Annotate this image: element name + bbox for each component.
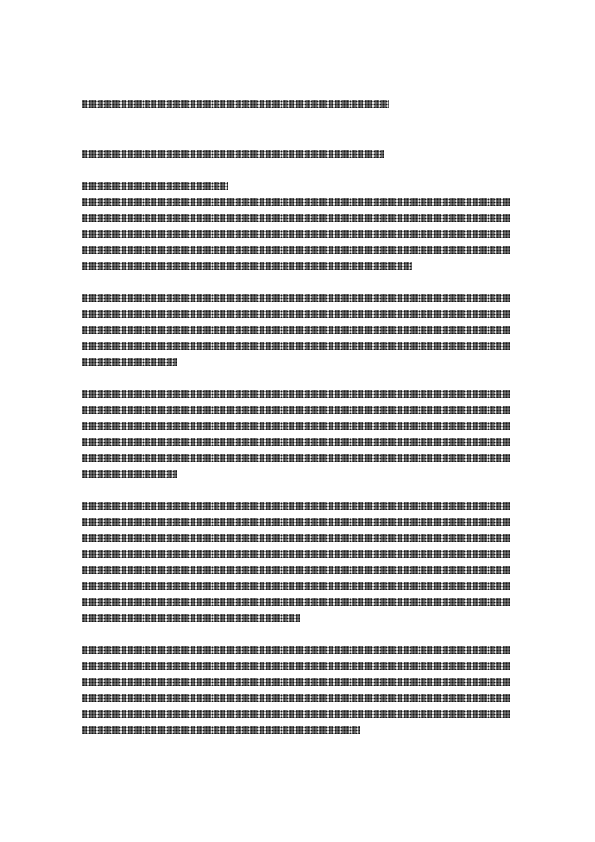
paragraph-2-line-4 xyxy=(82,342,510,350)
subheading-line-line-1 xyxy=(82,150,384,158)
paragraph-5-line-2 xyxy=(82,662,510,670)
paragraph-5-line-5 xyxy=(82,710,510,718)
section-label-line-1 xyxy=(82,182,228,190)
paragraph-3-line-5 xyxy=(82,454,510,462)
paragraph-4-line-1 xyxy=(82,502,510,510)
paragraph-1-line-5 xyxy=(82,262,412,270)
paragraph-1-line-1 xyxy=(82,198,510,206)
paragraph-4-line-6 xyxy=(82,582,510,590)
paragraph-3-line-6 xyxy=(82,470,177,478)
paragraph-3-line-2 xyxy=(82,406,510,414)
paragraph-1-line-4 xyxy=(82,246,510,254)
paragraph-2-line-1 xyxy=(82,294,510,302)
paragraph-5-line-3 xyxy=(82,678,510,686)
paragraph-1-line-2 xyxy=(82,214,510,222)
paragraph-4-line-3 xyxy=(82,534,510,542)
paragraph-2-line-3 xyxy=(82,326,510,334)
paragraph-2-line-2 xyxy=(82,310,510,318)
paragraph-4-line-8 xyxy=(82,614,300,622)
paragraph-5-line-4 xyxy=(82,694,510,702)
paragraph-2-line-5 xyxy=(82,358,177,366)
heading-line-line-1 xyxy=(82,100,389,108)
paragraph-5-line-1 xyxy=(82,646,510,654)
paragraph-4-line-7 xyxy=(82,598,510,606)
paragraph-3-line-3 xyxy=(82,422,510,430)
paragraph-1-line-3 xyxy=(82,230,510,238)
paragraph-5-line-6 xyxy=(82,726,360,734)
paragraph-4-line-2 xyxy=(82,518,510,526)
paragraph-4-line-5 xyxy=(82,566,510,574)
paragraph-3-line-4 xyxy=(82,438,510,446)
paragraph-3-line-1 xyxy=(82,390,510,398)
paragraph-4-line-4 xyxy=(82,550,510,558)
